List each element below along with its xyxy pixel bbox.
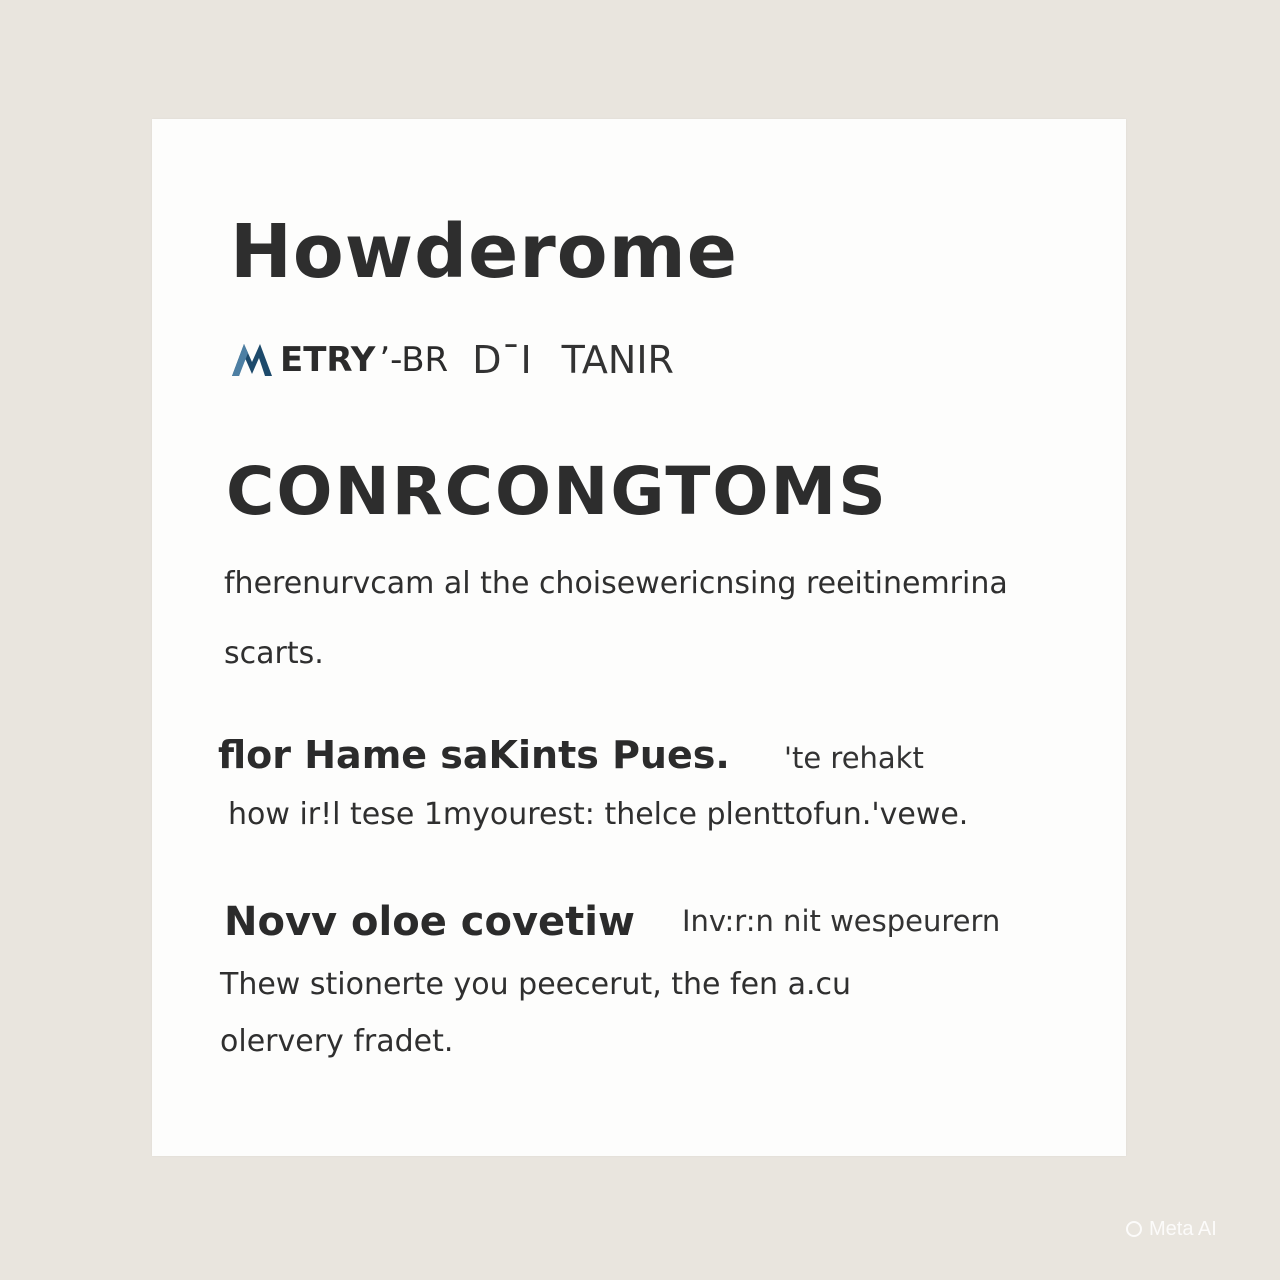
byline-part-3: DˉI [472,338,532,382]
watermark-text: Meta AI [1149,1218,1217,1240]
paragraph-3-line-2: olervery fradet. [220,1024,454,1059]
meta-ai-watermark [1125,1219,1217,1239]
document-card [152,119,1126,1156]
byline-part-4: TANIR [561,338,674,382]
paragraph-1-line-1: fherenurvcam al the choisewericnsing reeitinemrina [224,566,1008,601]
document-title: Howderome [230,209,738,295]
paragraph-3-line-1: Thew stionerte you peecerut, the fen a.cu [220,967,852,1002]
subheading-1: flor Hame saKints Pues. [218,733,730,777]
meta-ring-icon [1125,1220,1143,1238]
byline-part-1: ETRY [280,340,376,380]
byline-part-2: ’-BR [379,340,449,380]
subheading-1-side-text: 'te rehakt [784,741,924,775]
m-logo-icon [230,342,276,378]
section-heading: CONRCONGTOMS [226,453,888,530]
subheading-2: Novv oloe covetiw [224,899,635,945]
paragraph-2: how ir!l tese 1myourest: thelce plenttofun.'vewe. [228,797,969,832]
paragraph-1-line-2: scarts. [224,636,324,671]
byline [230,338,674,382]
subheading-2-side-text: Inv:r:n nit wespeurern [682,904,1001,938]
